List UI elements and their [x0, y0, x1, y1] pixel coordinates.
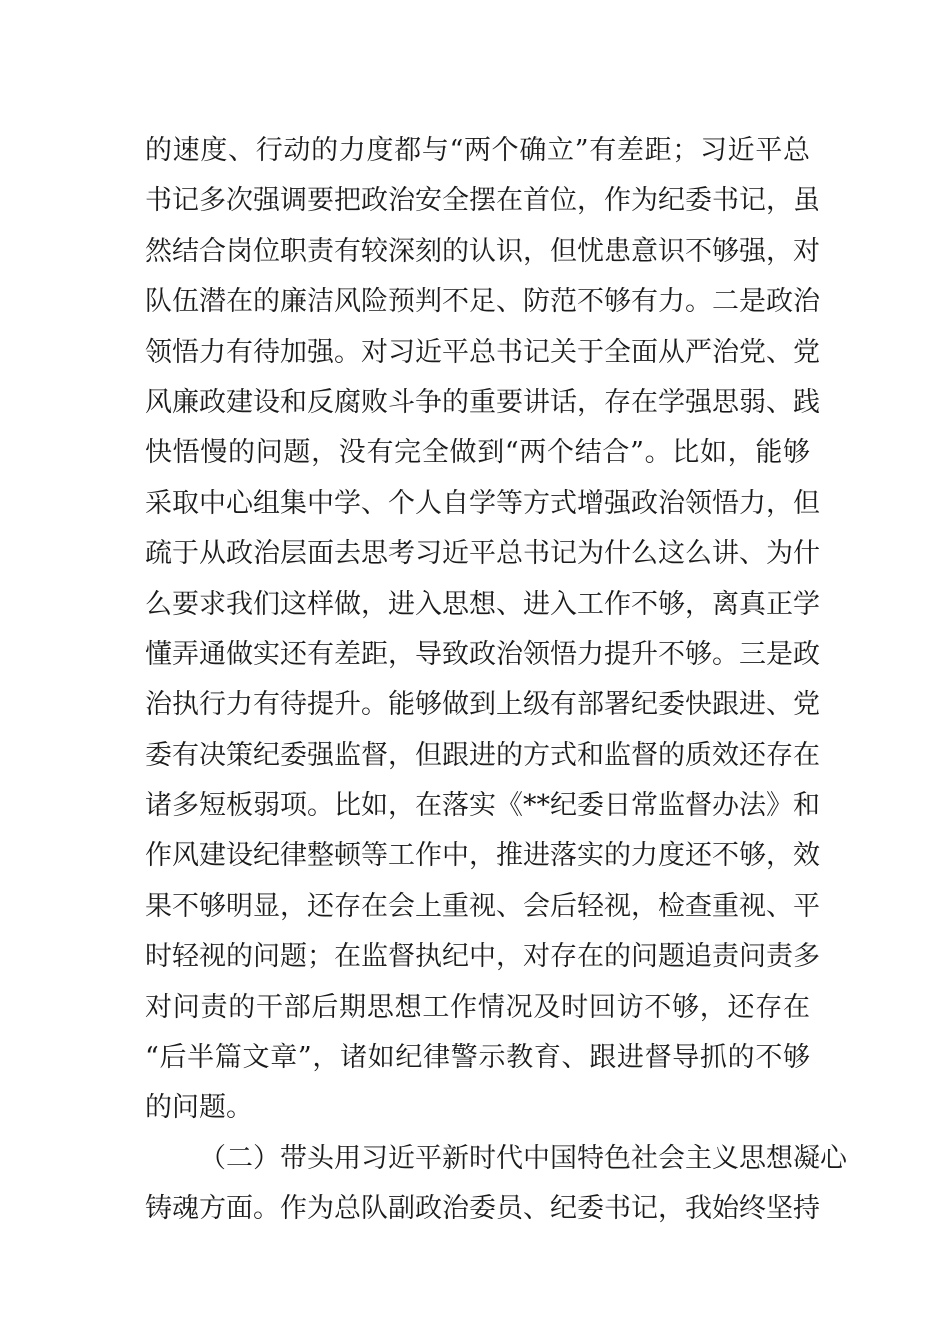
text-line: 疏于从政治层面去思考习近平总书记为什么这么讲、为什: [145, 538, 820, 570]
text-line: 的速度、行动的力度都与“两个确立”有差距；习近平总: [145, 135, 810, 166]
document-body: [145, 126, 847, 1235]
text-line: 委有决策纪委强监督，但跟进的方式和监督的质效还存在: [145, 739, 820, 771]
text-line: “后半篇文章”，诸如纪律警示教育、跟进督导抓的不够: [145, 1042, 810, 1074]
text-line: 队伍潜在的廉洁风险预判不足、防范不够有力。二是政治: [145, 286, 820, 318]
text-line: 诸多短板弱项。比如，在落实《**纪委日常监督办法》和: [145, 790, 820, 822]
text-line: 快悟慢的问题，没有完全做到“两个结合”。比如，能够: [145, 437, 810, 469]
text-line: 书记多次强调要把政治安全摆在首位，作为纪委书记，虽: [145, 185, 820, 217]
text-line: 然结合岗位职责有较深刻的认识，但忧患意识不够强，对: [145, 235, 820, 267]
text-line: 领悟力有待加强。对习近平总书记关于全面从严治党、党: [145, 336, 820, 368]
section-heading-line: （二）带头用习近平新时代中国特色社会主义思想凝心: [199, 1142, 847, 1174]
text-line: 治执行力有待提升。能够做到上级有部署纪委快跟进、党: [145, 689, 820, 721]
text-line: 么要求我们这样做，进入思想、进入工作不够，离真正学: [145, 588, 820, 620]
text-line: 的问题。: [145, 1092, 253, 1124]
text-line: 对问责的干部后期思想工作情况及时回访不够，还存在: [145, 991, 810, 1023]
text-line: 风廉政建设和反腐败斗争的重要讲话，存在学强思弱、践: [145, 386, 820, 418]
text-line: 作风建设纪律整顿等工作中，推进落实的力度还不够，效: [145, 840, 820, 872]
text-line: 铸魂方面。作为总队副政治委员、纪委书记，我始终坚持: [145, 1193, 820, 1225]
text-line: 果不够明显，还存在会上重视、会后轻视，检查重视、平: [145, 890, 820, 922]
text-line: 时轻视的问题；在监督执纪中，对存在的问题追责问责多: [145, 941, 820, 973]
text-line: 懂弄通做实还有差距，导致政治领悟力提升不够。三是政: [145, 638, 820, 670]
text-line: 采取中心组集中学、个人自学等方式增强政治领悟力，但: [145, 487, 820, 519]
